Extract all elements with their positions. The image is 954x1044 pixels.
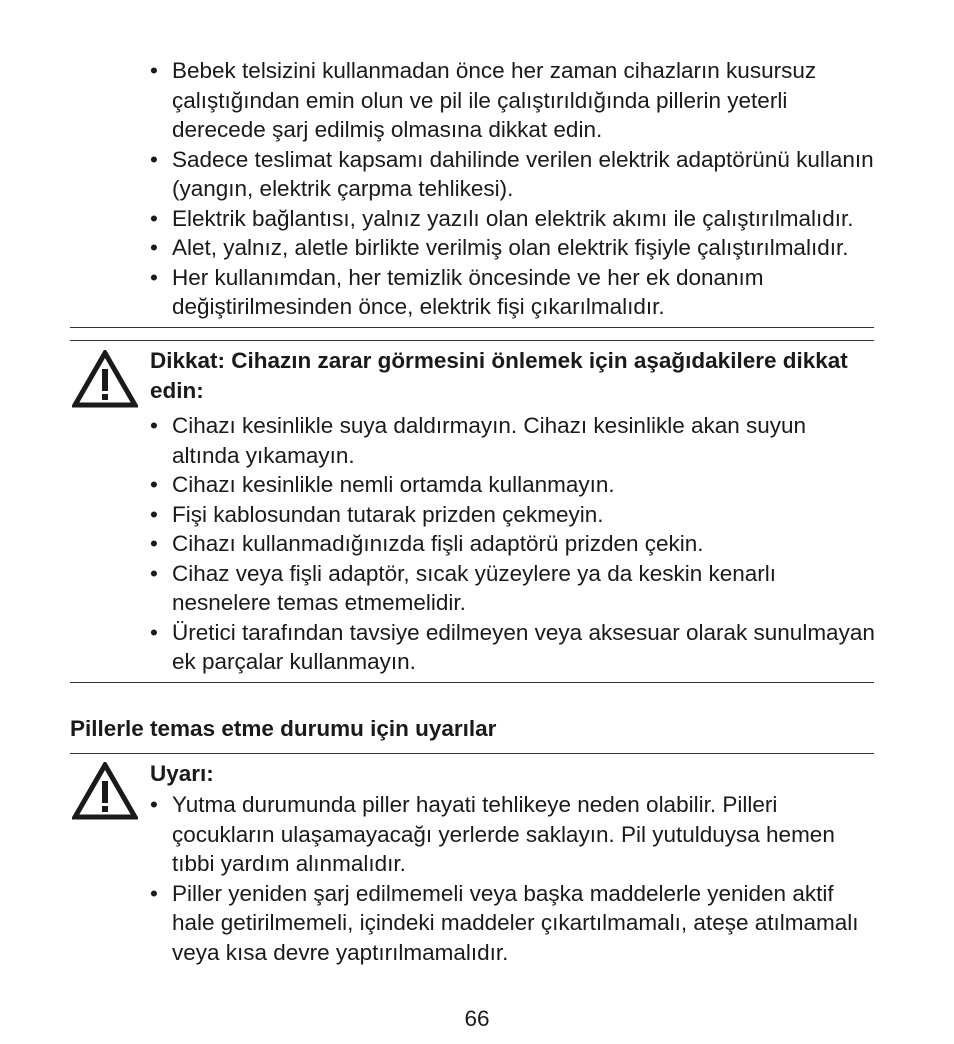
list-item: • Piller yeniden şarj edilmemeli veya başka maddelerle yeniden aktif hale getirilmemeli, içindeki maddeler çıkartılmamalı, ateşe atılmamalı veya kısa devre yaptırılmamalıdır. (150, 880, 859, 965)
intro-bullet-list (148, 56, 878, 322)
list-item: • Cihazı kullanmadığınızda fişli adaptörü prizden çekin. (150, 531, 704, 556)
section-title: Pillerle temas etme durumu için uyarılar (70, 716, 497, 741)
list-item: • Sadece teslimat kapsamı dahilinde verilen elektrik adaptörünü kullanın (yangın, elektrik çarpma tehlikesi). (150, 146, 874, 201)
page-number: 66 (464, 1006, 490, 1031)
list-item: • Cihaz veya fişli adaptör, sıcak yüzeylere ya da keskin kenarlı nesnelere temas etmemelidir. (150, 560, 777, 615)
divider (70, 327, 874, 328)
list-item: • Alet, yalnız, aletle birlikte verilmiş olan elektrik fişiyle çalıştırılmalıdır. (150, 235, 849, 260)
warning-triangle-icon (72, 762, 138, 820)
list-item: • Yutma durumunda piller hayati tehlikeye neden olabilir. Pilleri çocukların ulaşamayacağı yerlerde saklayın. Pil yutulduysa hemen tıbbi yardım alınmalıdır. (150, 792, 835, 876)
caution-heading: Dikkat: Cihazın zarar görmesini önlemek için aşağıdakilere dikkat edin: (150, 348, 848, 403)
list-item: • Elektrik bağlantısı, yalnız yazılı olan elektrik akımı ile çalıştırılmalıdır. (150, 205, 854, 231)
divider (70, 682, 874, 683)
warning-heading: Uyarı: (150, 761, 214, 786)
warning-bullet-list (148, 790, 878, 967)
divider (70, 753, 874, 754)
warning-triangle-icon (72, 350, 138, 408)
divider (70, 340, 874, 341)
list-item: • Fişi kablosundan tutarak prizden çekmeyin. (150, 501, 604, 527)
list-item: • Her kullanımdan, her temizlik öncesinde ve her ek donanım değiştirilmesinden önce, elektrik fişi çıkarılmalıdır. (150, 264, 764, 319)
list-item: • Üretici tarafından tavsiye edilmeyen veya aksesuar olarak sunulmayan ek parçalar kullanmayın. (150, 619, 875, 674)
list-item: • Cihazı kesinlikle suya daldırmayın. Cihazı kesinlikle akan suyun altında yıkamayın. (150, 413, 807, 468)
list-item: • Cihazı kesinlikle nemli ortamda kullanmayın. (150, 472, 615, 497)
caution-bullet-list (148, 411, 878, 677)
list-item: • Bebek telsizini kullanmadan önce her zaman cihazların kusursuz çalıştığından emin olun ve pil ile çalıştırıldığında pillerin yeterli derecede şarj edilmiş olmasına dikkat edin. (150, 58, 817, 142)
